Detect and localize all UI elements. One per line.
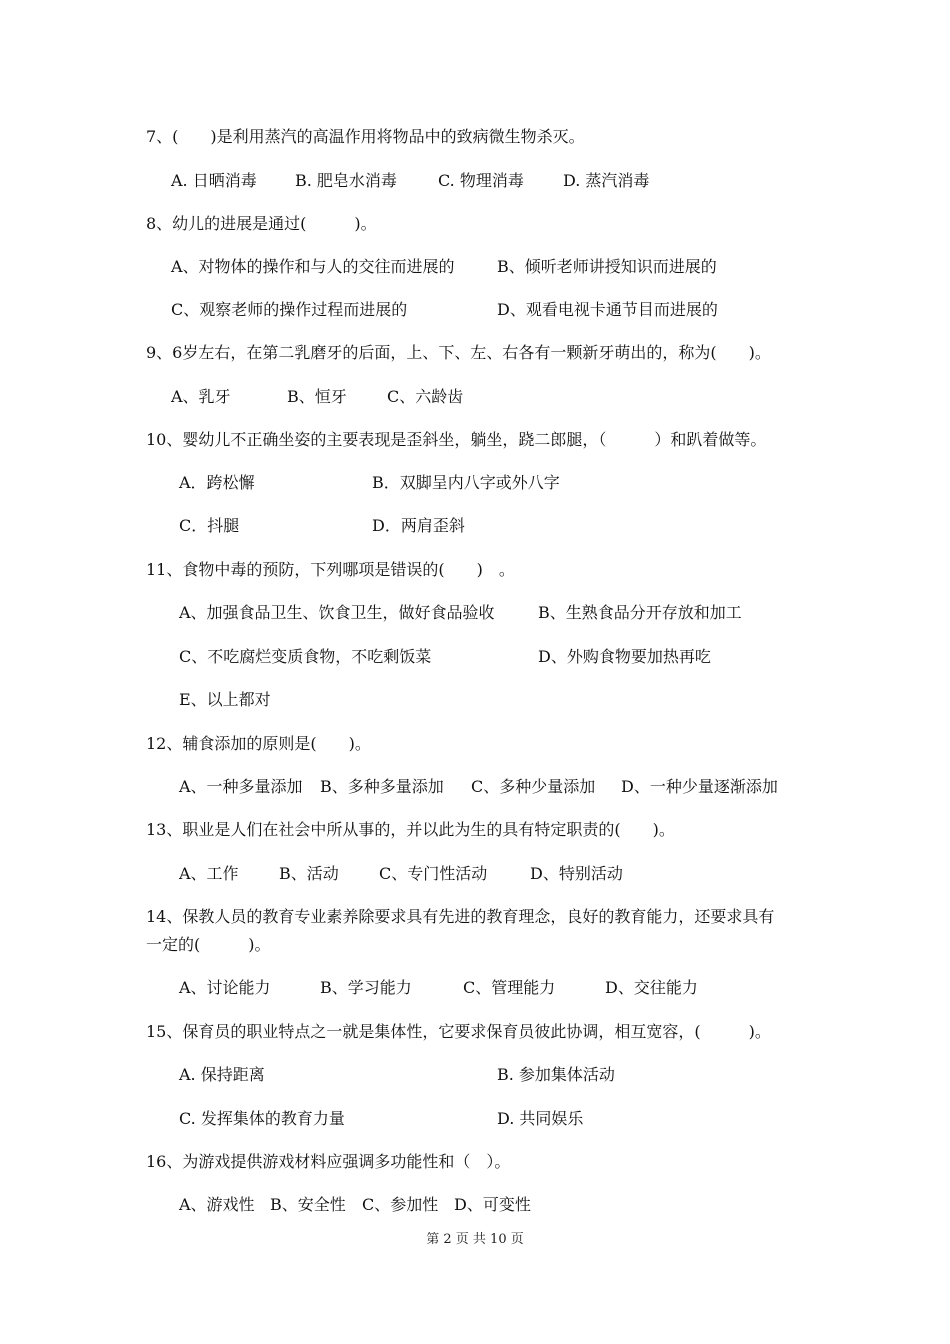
question-15-option-b: B. 参加集体活动 — [497, 1065, 615, 1084]
question-9-option-c: C、六龄齿 — [387, 387, 464, 406]
question-10-option-a: A．跨松懈 — [179, 473, 255, 492]
question-15-stem: 15、保育员的职业特点之一就是集体性，它要求保育员彼此协调，相互宽容，( )。 — [146, 1022, 771, 1041]
question-8-stem: 8、幼儿的进展是通过( )。 — [146, 214, 377, 233]
question-8-option-c: C、观察老师的操作过程而进展的 — [171, 300, 408, 319]
question-14-option-c: C、管理能力 — [463, 978, 556, 997]
question-11-option-c: C、不吃腐烂变质食物，不吃剩饭菜 — [179, 647, 432, 666]
question-14-option-b: B、学习能力 — [320, 978, 412, 997]
question-12-option-d: D、一种少量逐渐添加 — [621, 777, 778, 796]
question-16-option-a: A、游戏性 — [179, 1195, 255, 1214]
question-10-option-c: C．抖腿 — [179, 516, 240, 535]
question-7-option-c: C. 物理消毒 — [438, 171, 524, 190]
question-16-stem: 16、为游戏提供游戏材料应强调多功能性和（ ）。 — [146, 1152, 511, 1171]
question-14-stem-line-1: 14、保教人员的教育专业素养除要求具有先进的教育理念，良好的教育能力，还要求具有 — [146, 907, 775, 926]
question-11-option-a: A、加强食品卫生、饮食卫生，做好食品验收 — [179, 603, 495, 622]
question-11-option-e: E、以上都对 — [179, 690, 271, 709]
question-7-stem: 7、( )是利用蒸汽的高温作用将物品中的致病微生物杀灭。 — [146, 127, 585, 146]
question-7-option-a: A. 日晒消毒 — [171, 171, 257, 190]
question-8-option-b: B、倾听老师讲授知识而进展的 — [497, 257, 717, 276]
question-14-option-a: A、讨论能力 — [179, 978, 271, 997]
question-9-option-a: A、乳牙 — [171, 387, 231, 406]
question-11-option-d: D、外购食物要加热再吃 — [538, 647, 711, 666]
question-10-option-d: D．两肩歪斜 — [372, 516, 465, 535]
question-10-option-b: B．双脚呈内八字或外八字 — [372, 473, 560, 492]
question-13-stem: 13、职业是人们在社会中所从事的，并以此为生的具有特定职责的( )。 — [146, 820, 675, 839]
question-13-option-a: A、工作 — [179, 864, 239, 883]
question-12-stem: 12、辅食添加的原则是( )。 — [146, 734, 371, 753]
question-15-option-a: A. 保持距离 — [179, 1065, 265, 1084]
question-8-option-a: A、对物体的操作和与人的交往而进展的 — [171, 257, 455, 276]
question-7-option-b: B. 肥皂水消毒 — [295, 171, 397, 190]
question-11-option-b: B、生熟食品分开存放和加工 — [538, 603, 742, 622]
question-12-option-b: B、多种多量添加 — [320, 777, 444, 796]
question-15-option-d: D. 共同娱乐 — [497, 1109, 584, 1128]
question-14-stem-line-2: 一定的( )。 — [146, 935, 271, 954]
question-9-stem: 9、6岁左右，在第二乳磨牙的后面，上、下、左、右各有一颗新牙萌出的，称为( )。 — [146, 343, 771, 362]
question-11-stem: 11、食物中毒的预防，下列哪项是错误的( ) 。 — [146, 560, 515, 579]
question-12-option-a: A、一种多量添加 — [179, 777, 303, 796]
question-16-option-b: B、安全性 — [270, 1195, 346, 1214]
question-16-option-d: D、可变性 — [454, 1195, 531, 1214]
question-13-option-c: C、专门性活动 — [379, 864, 488, 883]
question-15-option-c: C. 发挥集体的教育力量 — [179, 1109, 345, 1128]
question-14-option-d: D、交往能力 — [605, 978, 698, 997]
question-8-option-d: D、观看电视卡通节目而进展的 — [497, 300, 718, 319]
question-13-option-d: D、特别活动 — [530, 864, 623, 883]
question-7-option-d: D. 蒸汽消毒 — [563, 171, 650, 190]
question-13-option-b: B、活动 — [279, 864, 339, 883]
question-16-option-c: C、参加性 — [362, 1195, 439, 1214]
question-10-stem: 10、婴幼儿不正确坐姿的主要表现是歪斜坐，躺坐，跷二郎腿，（ ）和趴着做等。 — [146, 430, 767, 449]
page-number-footer: 第 2 页 共 10 页 — [426, 1232, 524, 1247]
question-12-option-c: C、多种少量添加 — [471, 777, 596, 796]
question-9-option-b: B、恒牙 — [287, 387, 347, 406]
